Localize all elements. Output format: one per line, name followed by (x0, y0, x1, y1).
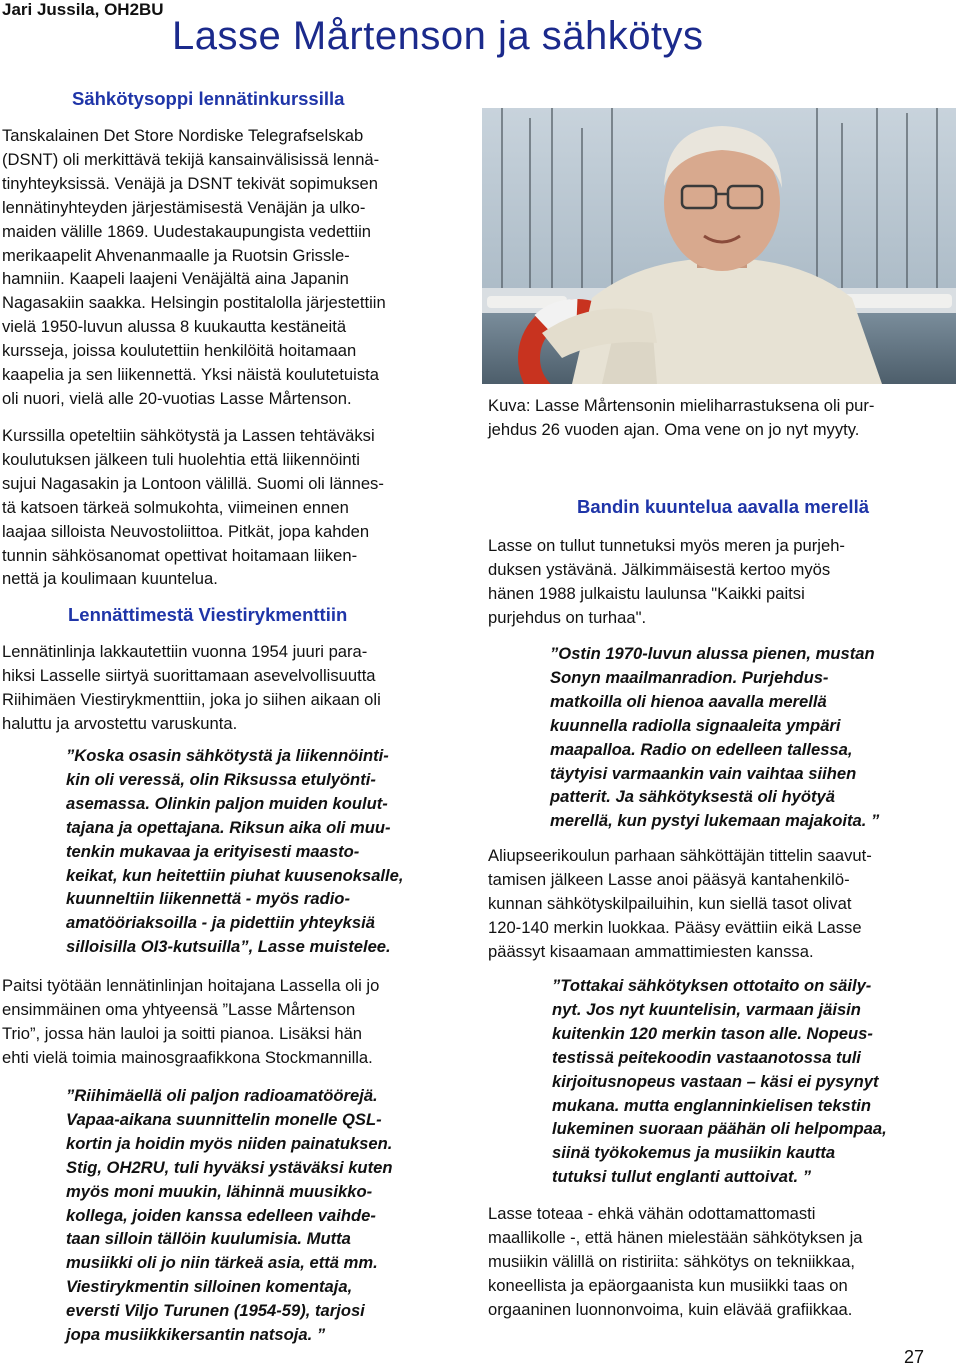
text-line: lennätinyhteyden järjestämisestä Venäjän ja ulko- (2, 197, 366, 217)
text-line: Vapaa-aikana suunnittelin monelle QSL- (66, 1109, 382, 1129)
text-line: Stig, OH2RU, tuli hyväksi ystäväksi kuten (66, 1157, 393, 1177)
text-line: Viestirykmentin silloinen komentaja, (66, 1277, 353, 1297)
paragraph (2, 974, 379, 1070)
text-line: maallikolle -, että hänen mielestään sähkötyksen ja (488, 1227, 863, 1247)
text-line: jehdus 26 vuoden ajan. Oma vene on jo nyt myyty. (488, 419, 860, 439)
text-line: vielä 1950-luvun alussa 8 kuukautta kestäneitä (2, 317, 347, 337)
text-line: Lennätinlinja lakkautettiin vuonna 1954 juuri para- (2, 642, 368, 661)
section-heading-1: Sähkötysoppi lennätinkurssilla (72, 88, 345, 109)
text-line: maapalloa. Radio on edelleen tallessa, (550, 739, 853, 759)
text-line: nyt. Jos nyt kuuntelisin, varmaan jäisin (552, 999, 861, 1019)
text-line: merikaapelit Ahvenanmaalle ja Ruotsin Grissle- (2, 245, 350, 265)
text-line: Riihimäen Viestirykmenttiin, joka jo siihen aikaan oli (2, 689, 381, 709)
pull-quote (552, 974, 887, 1189)
text-line: musiikin välillä on ristiriita: sähkötys on tekniikkaa, (488, 1251, 856, 1271)
pull-quote (66, 1084, 392, 1347)
text-line: purjehdus on turhaa". (488, 607, 647, 627)
text-line: päässyt kisaamaan ammattimiesten kanssa. (488, 941, 814, 961)
text-line: sujui Nagasakin ja Lontoon välillä. Suomi oli lännes- (2, 473, 384, 493)
paragraph (2, 124, 386, 411)
text-line: orgaaninen luonnonvoima, kuin elävää grafiikkaa. (488, 1299, 853, 1319)
text-line: 120-140 merkin luokkaa. Pääsy evättiin eikä Lasse (488, 917, 862, 937)
text-line: siinä työkokemus ja musiikin kautta (552, 1143, 836, 1163)
text-line: jopa musiikkikersantin natsoja. ” (66, 1325, 326, 1345)
text-line: laajaa silloista Neuvostoliittoa. Pitkät, jopa kahden (2, 521, 370, 541)
text-line: maiden välille 1869. Uudestakaupungista vedettiin (2, 221, 371, 241)
text-line: matkoilla oli hienoa aavalla merellä (550, 691, 827, 711)
paragraph (2, 424, 384, 591)
paragraph (488, 1202, 863, 1322)
text-line: tä katsoen tärkeä solmukohta, viimeinen ennen (2, 497, 349, 517)
text-line: Tanskalainen Det Store Nordiske Telegrafselskab (2, 126, 364, 145)
text-line: merellä, kun pystyi lukemaan majakoita. ” (550, 811, 880, 831)
text-line: Aliupseerikoulun parhaan sähköttäjän tittelin saavut- (488, 846, 872, 865)
portrait-photo (482, 108, 956, 384)
text-line: koneellista ja epäorgaanista kun musiikki taas on (488, 1275, 848, 1295)
text-line: mukana. mutta englanninkielisen tekstin (552, 1095, 872, 1115)
text-line: Kurssilla opeteltiin sähkötystä ja Lassen tehtäväksi (2, 426, 375, 445)
text-line: duksen ystävänä. Jälkimmäisestä kertoo myös (488, 559, 831, 579)
text-line: kollega, joiden kanssa edelleen vaihde- (66, 1205, 376, 1225)
text-line: hänen 1988 julkaistu laulunsa "Kaikki paitsi (488, 583, 805, 603)
text-line: lukeminen suoraan päähän oli helpompaa, (552, 1119, 887, 1139)
text-line: kin oli veressä, olin Riksussa etulyönti- (66, 769, 376, 789)
page-number: 27 (904, 1347, 925, 1367)
text-line: keikat, kun heitettiin piuhat kuusenoksalle, (66, 865, 404, 885)
text-line: hamniin. Kaapeli laajeni Venäjältä aina Japanin (2, 269, 349, 289)
author-byline: Jari Jussila, OH2BU (2, 0, 164, 19)
text-line: Lasse on tullut tunnetuksi myös meren ja purjeh- (488, 536, 845, 555)
text-line: tajana ja opettajana. Riksun aika oli muu- (66, 817, 391, 837)
text-line: ”Koska osasin sähkötystä ja liikennöinti- (66, 746, 389, 765)
pull-quote (66, 744, 404, 959)
paragraph (488, 534, 845, 630)
text-line: tinyhteyksissä. Venäjä ja DSNT tekivät sopimuksen (2, 173, 378, 193)
text-line: Nagasakiin saakka. Helsingin postitalolla järjestettiin (2, 293, 386, 313)
text-line: myös moni muukin, lähinnä muusikko- (66, 1181, 373, 1201)
text-line: Paitsi työtään lennätinlinjan hoitajana Lassella oli jo (2, 976, 380, 995)
text-line: kuunneltiin liikennettä - myös radio- (66, 889, 350, 909)
text-line: tunnin sähkösanomat opettivat hoitamaan liiken- (2, 545, 358, 565)
text-line: testissä peitekoodin vastaanotossa tuli (552, 1047, 861, 1067)
text-line: Kuva: Lasse Mårtensonin mieliharrastuksena oli pur- (488, 396, 875, 415)
text-line: kunnan sähkötyskilpailuihin, kun siellä tasot olivat (488, 893, 852, 913)
section-heading-2: Lennättimestä Viestirykmenttiin (68, 604, 348, 625)
text-line: Trio”, jossa hän lauloi ja soitti pianoa. Lisäksi hän (2, 1023, 363, 1043)
text-line: kortin ja hoidin myös niiden painatuksen. (66, 1133, 393, 1153)
text-line: Lasse toteaa - ehkä vähän odottamattomasti (488, 1204, 816, 1223)
text-line: haluttu ja arvostettu varuskunta. (2, 713, 238, 733)
text-line: asemassa. Olinkin paljon muiden koulut- (66, 793, 388, 813)
text-line: kuunnella radiolla signaaleita ympäri (550, 715, 841, 735)
text-line: hiksi Lasselle siirtyä suorittamaan asevelvollisuutta (2, 665, 376, 685)
article-title: Lasse Mårtenson ja sähkötys (172, 14, 704, 58)
text-line: tamisen jälkeen Lasse anoi pääsyä kantahenkilö- (488, 869, 850, 889)
text-line: ”Tottakai sähkötyksen ottotaito on säily- (552, 976, 872, 995)
text-line: amatööriaksoilla - ja pidettiin yhteyksiä (66, 913, 375, 933)
text-line: (DSNT) oli merkittävä tekijä kansainvälisissä lennä- (2, 149, 380, 169)
text-line: tutuksi tullut englanti auttoivat. ” (552, 1167, 812, 1187)
text-line: Sonyn maailmanradion. Purjehdus- (550, 667, 829, 687)
text-line: ”Ostin 1970-luvun alussa pienen, mustan (550, 644, 875, 663)
text-line: täytyisi varmaankin vain vaihtaa siihen (550, 763, 857, 783)
text-line: oli nuori, vielä alle 20-vuotias Lasse Mårtenson. (2, 388, 352, 408)
section-heading-3: Bandin kuuntelua aavalla merellä (577, 496, 869, 517)
text-line: ehti vielä toimia mainosgraafikkona Stockmannilla. (2, 1047, 373, 1067)
text-line: musiikki oli jo niin tärkeä asia, että mm. (66, 1253, 378, 1273)
paragraph (2, 640, 381, 736)
text-line: ensimmäinen oma yhtyeensä ”Lasse Mårtenson (2, 999, 356, 1019)
text-line: taan silloin tällöin kuulumisia. Mutta (66, 1229, 351, 1249)
pull-quote (550, 642, 879, 833)
text-line: eversti Viljo Turunen (1954-59), tarjosi (66, 1301, 365, 1321)
text-line: patterit. Ja sähkötyksestä oli hyötyä (550, 787, 835, 807)
text-line: koulutuksen jälkeen tuli huolehtia että liikennöinti (2, 449, 360, 469)
paragraph (488, 844, 872, 964)
text-line: kursseja, joissa koulutettiin henkilöitä hoitamaan (2, 341, 357, 361)
text-line: kaapelia ja sen liikennettä. Yksi näistä koulutetuista (2, 365, 379, 385)
text-line: silloisilla OI3-kutsuilla”, Lasse muistelee. (66, 937, 391, 957)
text-line: ”Riihimäellä oli paljon radioamatöörejä. (66, 1086, 378, 1105)
text-line: nettä ja koulimaan kuuntelua. (2, 569, 218, 589)
text-line: kirjoitusnopeus vastaan – käsi ei pysynyt (552, 1071, 879, 1091)
photo-caption (488, 394, 874, 442)
text-line: kuitenkin 120 merkin tason alle. Nopeus- (552, 1023, 873, 1043)
text-line: tenkin mukavaa ja erityisesti maasto- (66, 841, 360, 861)
